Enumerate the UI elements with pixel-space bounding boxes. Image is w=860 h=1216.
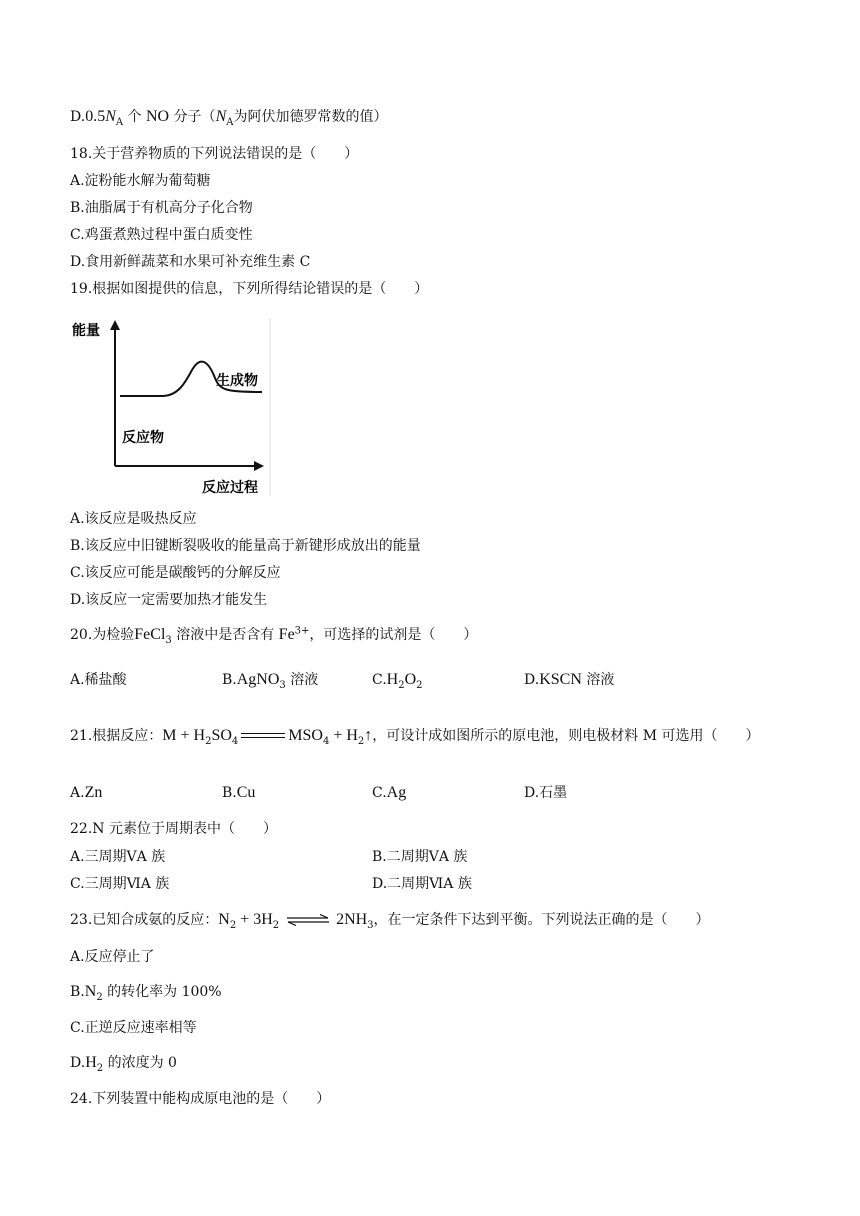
- reactant-label: 反应物: [122, 430, 164, 446]
- q21-option-d: D.石墨: [524, 785, 568, 801]
- q17-option-d: $D.0.5N_A$ 个 NO 分子（$N_A$为阿伏加德罗常数的值）: [70, 108, 388, 128]
- q19-stem: 19.根据如图提供的信息，下列所得结论错误的是（ ）: [70, 281, 429, 297]
- q23-option-b: $B.N_2$ 的转化率为 100%: [70, 983, 222, 1003]
- q24-stem: 24.下列装置中能构成原电池的是（ ）: [70, 1091, 331, 1107]
- q23-option-d: $D.H_2$ 的浓度为 0: [70, 1054, 177, 1074]
- reversible-arrow-icon: [286, 914, 330, 926]
- product-label: 生成物: [216, 373, 258, 389]
- q20-option-b: B.AgNO$_3$ 溶液: [222, 671, 319, 691]
- x-axis-label: 反应过程: [202, 480, 258, 496]
- q21-option-a: A.Zn: [70, 784, 103, 801]
- q23-option-c: C.正逆反应速率相等: [70, 1020, 197, 1036]
- q19-option-d: D.该反应一定需要加热才能发生: [70, 592, 268, 608]
- q18-option-a: A.淀粉能水解为葡萄糖: [70, 173, 211, 189]
- y-axis-arrow: [110, 320, 120, 330]
- q20-stem: 20.为检验FeCl$_3$ 溶液中是否含有 $Fe^{3+}$，可选择的试剂是（ ）: [70, 625, 478, 646]
- q19-option-a: A.该反应是吸热反应: [70, 511, 197, 527]
- q18-option-c: C.鸡蛋煮熟过程中蛋白质变性: [70, 227, 253, 243]
- x-axis-arrow: [254, 461, 264, 471]
- q23-option-a: A.反应停止了: [70, 949, 155, 965]
- equals-sign: [241, 732, 285, 740]
- q19-option-c: C.该反应可能是碳酸钙的分解反应: [70, 565, 281, 581]
- q18-stem: 18.关于营养物质的下列说法错误的是（ ）: [70, 146, 359, 162]
- q22-option-b: B.二周期ⅤA 族: [372, 849, 468, 865]
- q20-option-a: A.稀盐酸: [70, 672, 127, 688]
- y-axis-label: 能量: [72, 323, 100, 339]
- q21-stem: 21.根据反应：$M + H_2SO_4$ $MSO_4$ + $H_2↑$，可设计成如图所示的原电池，则电极材料 M 可选用（ ）: [70, 727, 760, 747]
- energy-diagram: [70, 318, 280, 498]
- q22-option-c: C.三周期ⅥA 族: [70, 876, 170, 892]
- q22-stem: 22.N 元素位于周期表中（ ）: [70, 821, 277, 837]
- q19-option-b: B.该反应中旧键断裂吸收的能量高于新键形成放出的能量: [70, 538, 421, 554]
- q23-stem: 23.已知合成氨的反应：$N_2 + 3H_2$ $2NH_3$，在一定条件下达到平衡。下列说法正确的是（ ）: [70, 911, 710, 931]
- q21-option-c: C.Ag: [372, 784, 407, 801]
- q21-option-b: B.Cu: [222, 784, 256, 801]
- q18-option-b: B.油脂属于有机高分子化合物: [70, 200, 253, 216]
- q20-option-d: D.KSCN 溶液: [524, 671, 615, 688]
- q18-option-d: D.食用新鲜蔬菜和水果可补充维生素 C: [70, 254, 311, 270]
- q22-option-d: D.二周期ⅥA 族: [372, 876, 472, 892]
- q22-option-a: A.三周期ⅤA 族: [70, 849, 166, 865]
- q20-option-c: $C.H_2O_2$: [372, 671, 423, 691]
